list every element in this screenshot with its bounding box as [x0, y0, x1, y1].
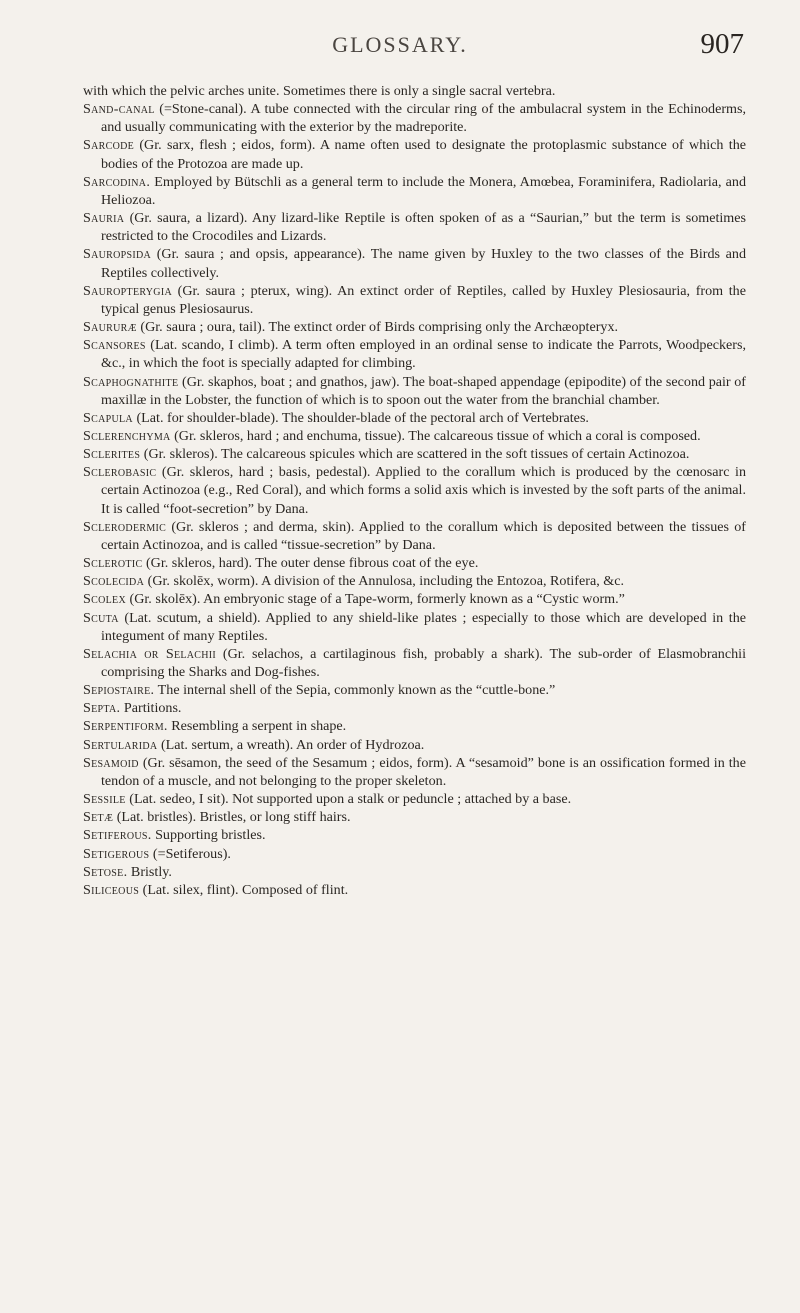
entry-headword: Setose. [83, 863, 128, 880]
entry-headword: Serpentiform. [83, 718, 168, 735]
entry-headword: Scapula [83, 409, 133, 426]
entry-definition: (Lat. scando, I climb). A term often employed in an ordinal sense to indicate the Parrots, Woodpeckers, &c., in which the foot is specially adapted for climbing. [101, 337, 746, 372]
entry-definition: (Gr. skolēx, worm). A division of the Annulosa, including the Entozoa, Rotifera, &c. [147, 573, 624, 590]
entry-headword: Sclerites [83, 446, 141, 463]
glossary-entry [83, 808, 746, 826]
entry-headword: Sauropsida [83, 246, 152, 263]
entry-headword: Scaphognathite [83, 373, 179, 390]
entry-definition: (Lat. scutum, a shield). Applied to any shield-like plates ; especially to those which are developed in the integument of many Reptiles. [101, 609, 746, 644]
entry-headword: Scolecida [83, 573, 145, 590]
entry-definition: (=Stone-canal). A tube connected with the circular ring of the ambulacral system in the Echinoderms, and usually communicating with the exterior by the madreporite. [101, 101, 747, 136]
entry-headword: Sarcode [83, 137, 135, 154]
entry-definition: (Gr. sēsamon, the seed of the Sesamum ; eidos, form). A “sesamoid” bone is an ossification formed in the tendon of a muscle, and not belonging to the proper skeleton. [101, 754, 746, 789]
entry-headword: Scolex [83, 591, 126, 608]
glossary-entry [83, 699, 746, 717]
glossary-entry [83, 245, 746, 281]
glossary-entry [83, 445, 746, 463]
glossary-entry [83, 609, 746, 645]
entry-headword: Setiferous. [83, 827, 152, 844]
glossary-entry [83, 645, 746, 681]
entry-definition: (=Setiferous). [152, 845, 231, 862]
running-head [0, 18, 800, 58]
entry-definition: (Gr. saura ; and opsis, appearance). The name given by Huxley to the two classes of the Birds and Reptiles collectively. [101, 246, 746, 281]
entry-definition: (Gr. sarx, flesh ; eidos, form). A name often used to designate the protoplasmic substance of which the bodies of the Protozoa are made up. [101, 137, 746, 172]
entry-definition: (Lat. sertum, a wreath). An order of Hydrozoa. [160, 736, 425, 753]
entry-definition: with which the pelvic arches unite. Sometimes there is only a single sacral vertebra. [83, 83, 556, 99]
glossary-entry [83, 209, 746, 245]
entry-definition: (Gr. skolēx). An embryonic stage of a Tape-worm, formerly known as a “Cystic worm.” [129, 591, 625, 608]
entry-definition: (Lat. for shoulder-blade). The shoulder-blade of the pectoral arch of Vertebrates. [136, 409, 589, 426]
glossary-entry [83, 554, 746, 572]
entry-definition: (Gr. skleros ; and derma, skin). Applied to the corallum which is deposited between the tissues of certain Actinozoa, and is called “tissue-secretion” by Dana. [101, 518, 746, 553]
entry-definition: (Lat. sedeo, I sit). Not supported upon a stalk or peduncle ; attached by a base. [129, 791, 572, 808]
entry-headword: Septa. [83, 700, 121, 717]
entry-headword: Sepiostaire. [83, 682, 155, 699]
entry-definition: (Lat. bristles). Bristles, or long stiff hairs. [116, 809, 351, 826]
glossary-entry [83, 409, 746, 427]
entry-headword: Siliceous [83, 881, 140, 898]
glossary-entry [83, 572, 746, 590]
entry-headword: Sclerobasic [83, 464, 157, 481]
glossary-entry [83, 590, 746, 608]
entry-headword: Scansores [83, 337, 146, 354]
glossary-entry [83, 863, 746, 881]
entry-definition: (Gr. skleros, hard ; basis, pedestal). Applied to the corallum which is produced by the cœnosarc in certain Actinozoa (e.g., Red Coral), and which forms a solid axis which is invested by the soft parts of the animal. It is called “foot-secretion” by Dana. [101, 464, 746, 517]
entry-definition: Resembling a serpent in shape. [171, 718, 347, 735]
glossary-entry [83, 173, 746, 209]
glossary-entry [83, 826, 746, 844]
entry-headword: Sertularida [83, 736, 158, 753]
entry-definition: (Gr. skleros, hard ; and enchuma, tissue). The calcareous tissue of which a coral is composed. [174, 427, 701, 444]
entry-definition: Partitions. [123, 700, 182, 717]
entry-definition: (Gr. saura, a lizard). Any lizard-like Reptile is often spoken of as a “Saurian,” but the term is sometimes restricted to the Crocodiles and Lizards. [101, 210, 746, 245]
entry-headword: Sclerenchyma [83, 427, 171, 444]
entry-headword: Sessile [83, 791, 126, 808]
entry-definition: (Gr. saura ; oura, tail). The extinct order of Birds comprising only the Archæopteryx. [140, 319, 619, 336]
entry-headword: Sauropterygia [83, 282, 172, 299]
entry-headword: Sand-canal [83, 101, 155, 118]
entry-headword: Setigerous [83, 845, 150, 862]
entry-definition: Bristly. [130, 863, 172, 880]
glossary-entry [83, 282, 746, 318]
glossary-entry [83, 736, 746, 754]
glossary-entry [83, 681, 746, 699]
glossary-entry [83, 790, 746, 808]
running-title: GLOSSARY. [332, 32, 468, 57]
entry-headword: Saururæ [83, 319, 137, 336]
glossary-entry [83, 518, 746, 554]
entry-headword: Scuta [83, 609, 119, 626]
glossary-entry [83, 82, 746, 100]
entry-headword: Sarcodina. [83, 173, 151, 190]
glossary-entry [83, 373, 746, 409]
glossary-entries [83, 82, 746, 899]
entry-headword: Sesamoid [83, 754, 139, 771]
glossary-entry [83, 463, 746, 517]
entry-definition: Employed by Bütschli as a general term to include the Monera, Amœbea, Foraminifera, Radiolaria, and Heliozoa. [101, 173, 746, 208]
entry-headword: Sclerotic [83, 555, 143, 572]
entry-definition: (Gr. saura ; pterux, wing). An extinct order of Reptiles, called by Huxley Plesiosauria, from the typical genus Plesiosaurus. [101, 282, 746, 317]
entry-definition: (Gr. selachos, a cartilaginous fish, probably a shark). The sub-order of Elasmobranchii comprising the Sharks and Dog-fishes. [101, 645, 746, 680]
glossary-entry [83, 336, 746, 372]
page-number: 907 [700, 28, 744, 60]
glossary-entry [83, 754, 746, 790]
glossary-entry [83, 717, 746, 735]
entry-headword: Selachia or Selachii [83, 645, 217, 662]
entry-headword: Setæ [83, 809, 114, 826]
entry-definition: (Gr. skleros, hard). The outer dense fibrous coat of the eye. [145, 555, 479, 572]
entry-headword: Sclerodermic [83, 518, 167, 535]
glossary-entry [83, 427, 746, 445]
entry-definition: (Lat. silex, flint). Composed of flint. [142, 881, 349, 898]
entry-headword: Sauria [83, 210, 125, 227]
entry-definition: (Gr. skaphos, boat ; and gnathos, jaw). The boat-shaped appendage (epipodite) of the second pair of maxillæ in the Lobster, the function of which is to spoon out the water from the branchial chamber. [101, 373, 746, 408]
entry-definition: Supporting bristles. [155, 827, 266, 844]
glossary-entry [83, 100, 746, 136]
glossary-entry [83, 136, 746, 172]
glossary-entry [83, 881, 746, 899]
glossary-entry [83, 845, 746, 863]
entry-definition: The internal shell of the Sepia, commonly known as the “cuttle-bone.” [157, 682, 556, 699]
glossary-entry [83, 318, 746, 336]
entry-definition: (Gr. skleros). The calcareous spicules which are scattered in the soft tissues of certain Actinozoa. [143, 446, 690, 463]
